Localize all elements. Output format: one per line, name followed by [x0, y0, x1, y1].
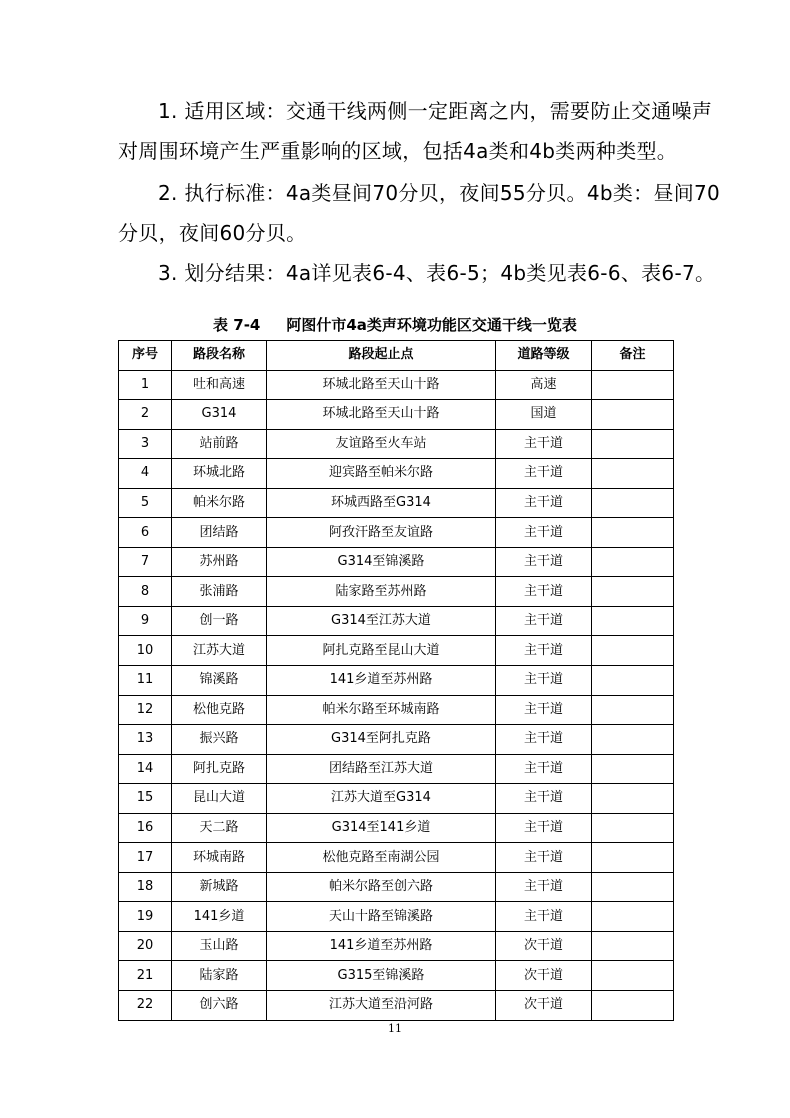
remarks-cell: [592, 695, 674, 725]
body-paragraph-1: 1. 适用区域：交通干线两侧一定距离之内，需要防止交通噪声: [158, 99, 713, 123]
table-row: [119, 725, 674, 755]
road-section-cell: 阿孜汗路至友谊路: [267, 518, 496, 548]
road-section-cell: 天山十路至锦溪路: [267, 902, 496, 932]
body-paragraph-1-cont: 对周围环境产生严重影响的区域，包括4a类和4b类两种类型。: [118, 139, 678, 163]
road-grade-cell: 主干道: [496, 636, 592, 666]
row-index-cell: 10: [119, 636, 172, 666]
road-name-cell: 江苏大道: [172, 636, 267, 666]
table-row: [119, 488, 674, 518]
road-grade-cell: 主干道: [496, 577, 592, 607]
road-name-cell: 昆山大道: [172, 784, 267, 814]
road-section-cell: 环城西路至G314: [267, 488, 496, 518]
row-index-cell: 21: [119, 961, 172, 991]
remarks-cell: [592, 636, 674, 666]
remarks-cell: [592, 902, 674, 932]
road-section-cell: 帕米尔路至环城南路: [267, 695, 496, 725]
road-name-cell: 帕米尔路: [172, 488, 267, 518]
road-name-cell: 松他克路: [172, 695, 267, 725]
road-section-cell: G314至锦溪路: [267, 547, 496, 577]
table-row: [119, 695, 674, 725]
road-name-cell: 创一路: [172, 606, 267, 636]
remarks-cell: [592, 931, 674, 961]
road-grade-cell: 次干道: [496, 991, 592, 1021]
road-section-cell: 环城北路至天山十路: [267, 370, 496, 400]
row-index-cell: 11: [119, 666, 172, 696]
road-grade-cell: 主干道: [496, 488, 592, 518]
row-index-cell: 1: [119, 370, 172, 400]
remarks-cell: [592, 991, 674, 1021]
road-grade-cell: 主干道: [496, 725, 592, 755]
body-paragraph-2-cont: 分贝，夜间60分贝。: [118, 221, 307, 245]
road-grade-cell: 主干道: [496, 754, 592, 784]
road-grade-cell: 主干道: [496, 429, 592, 459]
road-section-cell: G314至阿扎克路: [267, 725, 496, 755]
table-row: [119, 902, 674, 932]
body-paragraph-2: 2. 执行标准：4a类昼间70分贝，夜间55分贝。4b类：昼间70: [158, 181, 721, 205]
road-section-cell: 环城北路至天山十路: [267, 400, 496, 430]
road-grade-cell: 主干道: [496, 813, 592, 843]
header-index: 序号: [119, 341, 172, 371]
road-section-cell: G314至141乡道: [267, 813, 496, 843]
table-row: [119, 606, 674, 636]
row-index-cell: 2: [119, 400, 172, 430]
road-section-cell: 阿扎克路至昆山大道: [267, 636, 496, 666]
row-index-cell: 18: [119, 872, 172, 902]
road-name-cell: 苏州路: [172, 547, 267, 577]
road-grade-cell: 主干道: [496, 666, 592, 696]
remarks-cell: [592, 459, 674, 489]
table-row: [119, 991, 674, 1021]
road-name-cell: 新城路: [172, 872, 267, 902]
table-row: [119, 931, 674, 961]
road-section-cell: 陆家路至苏州路: [267, 577, 496, 607]
table-row: [119, 370, 674, 400]
road-name-cell: 天二路: [172, 813, 267, 843]
road-name-cell: 玉山路: [172, 931, 267, 961]
road-name-cell: 站前路: [172, 429, 267, 459]
traffic-line-table: [118, 340, 674, 1021]
row-index-cell: 14: [119, 754, 172, 784]
road-section-cell: 友谊路至火车站: [267, 429, 496, 459]
road-section-cell: 团结路至江苏大道: [267, 754, 496, 784]
row-index-cell: 9: [119, 606, 172, 636]
table-row: [119, 459, 674, 489]
road-section-cell: 141乡道至苏州路: [267, 666, 496, 696]
road-grade-cell: 次干道: [496, 961, 592, 991]
row-index-cell: 3: [119, 429, 172, 459]
road-name-cell: 锦溪路: [172, 666, 267, 696]
remarks-cell: [592, 577, 674, 607]
road-name-cell: 团结路: [172, 518, 267, 548]
page-number: 11: [388, 1022, 402, 1035]
road-name-cell: 阿扎克路: [172, 754, 267, 784]
table-row: [119, 872, 674, 902]
table-row: [119, 547, 674, 577]
road-name-cell: 张浦路: [172, 577, 267, 607]
road-name-cell: 环城南路: [172, 843, 267, 873]
road-section-cell: G315至锦溪路: [267, 961, 496, 991]
road-section-cell: 松他克路至南湖公园: [267, 843, 496, 873]
row-index-cell: 12: [119, 695, 172, 725]
road-section-cell: 迎宾路至帕米尔路: [267, 459, 496, 489]
row-index-cell: 5: [119, 488, 172, 518]
road-grade-cell: 次干道: [496, 931, 592, 961]
road-name-cell: 环城北路: [172, 459, 267, 489]
remarks-cell: [592, 400, 674, 430]
road-section-cell: 141乡道至苏州路: [267, 931, 496, 961]
remarks-cell: [592, 813, 674, 843]
road-grade-cell: 主干道: [496, 784, 592, 814]
road-name-cell: 振兴路: [172, 725, 267, 755]
remarks-cell: [592, 518, 674, 548]
road-grade-cell: 主干道: [496, 459, 592, 489]
road-name-cell: 陆家路: [172, 961, 267, 991]
table-row: [119, 400, 674, 430]
road-name-cell: 吐和高速: [172, 370, 267, 400]
table-row: [119, 961, 674, 991]
remarks-cell: [592, 725, 674, 755]
road-grade-cell: 主干道: [496, 872, 592, 902]
row-index-cell: 15: [119, 784, 172, 814]
row-index-cell: 16: [119, 813, 172, 843]
table-title: 阿图什市4a类声环境功能区交通干线一览表: [286, 316, 577, 334]
remarks-cell: [592, 961, 674, 991]
road-name-cell: G314: [172, 400, 267, 430]
table-row: [119, 813, 674, 843]
road-section-cell: G314至江苏大道: [267, 606, 496, 636]
table-row: [119, 518, 674, 548]
row-index-cell: 4: [119, 459, 172, 489]
road-grade-cell: 主干道: [496, 695, 592, 725]
road-grade-cell: 主干道: [496, 547, 592, 577]
table-row: [119, 666, 674, 696]
row-index-cell: 8: [119, 577, 172, 607]
header-remarks: 备注: [592, 341, 674, 371]
road-grade-cell: 国道: [496, 400, 592, 430]
row-index-cell: 17: [119, 843, 172, 873]
row-index-cell: 13: [119, 725, 172, 755]
table-row: [119, 429, 674, 459]
road-section-cell: 帕米尔路至创六路: [267, 872, 496, 902]
row-index-cell: 20: [119, 931, 172, 961]
remarks-cell: [592, 429, 674, 459]
road-grade-cell: 高速: [496, 370, 592, 400]
header-road-grade: 道路等级: [496, 341, 592, 371]
remarks-cell: [592, 666, 674, 696]
table-number: 表 7-4: [213, 316, 261, 334]
road-grade-cell: 主干道: [496, 518, 592, 548]
table-row: [119, 784, 674, 814]
row-index-cell: 19: [119, 902, 172, 932]
table-body: [119, 370, 674, 1020]
remarks-cell: [592, 606, 674, 636]
road-name-cell: 141乡道: [172, 902, 267, 932]
remarks-cell: [592, 872, 674, 902]
road-name-cell: 创六路: [172, 991, 267, 1021]
row-index-cell: 22: [119, 991, 172, 1021]
road-grade-cell: 主干道: [496, 902, 592, 932]
table-row: [119, 754, 674, 784]
row-index-cell: 7: [119, 547, 172, 577]
remarks-cell: [592, 843, 674, 873]
table-row: [119, 843, 674, 873]
remarks-cell: [592, 370, 674, 400]
road-grade-cell: 主干道: [496, 843, 592, 873]
table-caption: [0, 316, 790, 334]
header-road-section: 路段起止点: [267, 341, 496, 371]
remarks-cell: [592, 784, 674, 814]
remarks-cell: [592, 488, 674, 518]
road-grade-cell: 主干道: [496, 606, 592, 636]
remarks-cell: [592, 754, 674, 784]
road-section-cell: 江苏大道至沿河路: [267, 991, 496, 1021]
row-index-cell: 6: [119, 518, 172, 548]
header-road-name: 路段名称: [172, 341, 267, 371]
road-section-cell: 江苏大道至G314: [267, 784, 496, 814]
table-row: [119, 577, 674, 607]
remarks-cell: [592, 547, 674, 577]
body-paragraph-3: 3. 划分结果：4a详见表6-4、表6-5；4b类见表6-6、表6-7。: [158, 261, 716, 285]
table-row: [119, 636, 674, 666]
table-header-row: [119, 341, 674, 371]
